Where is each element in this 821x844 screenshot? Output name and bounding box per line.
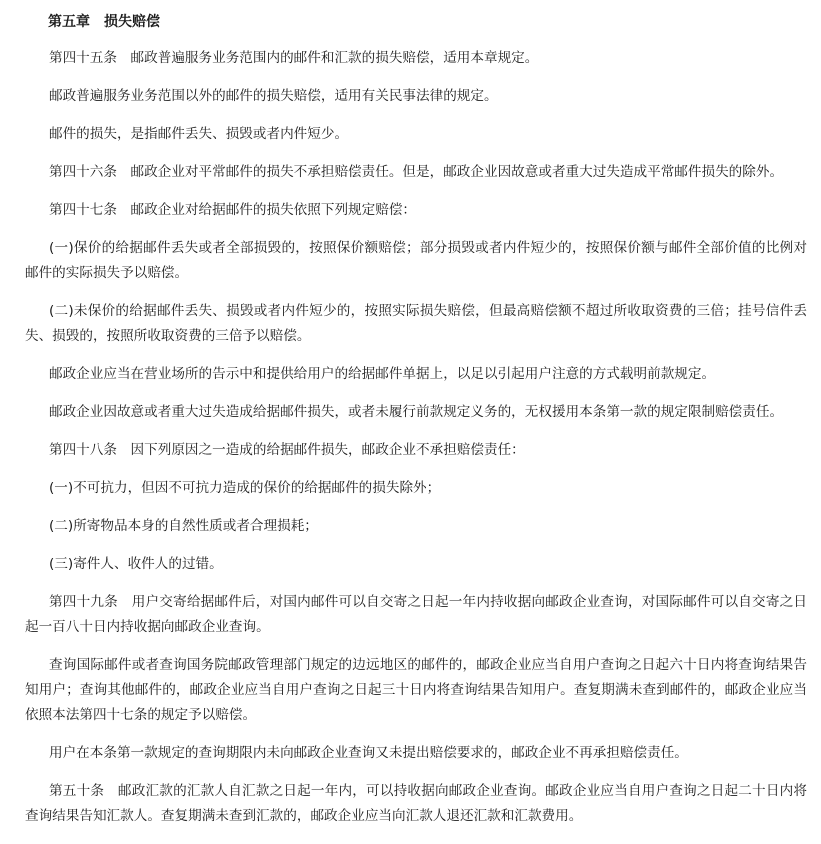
article-49-para-3: 用户在本条第一款规定的查询期限内未向邮政企业查询又未提出赔偿要求的，邮政企业不再承担赔偿责任。 <box>49 745 688 761</box>
article-49: 第四十九条 用户交寄给据邮件后，对国内邮件可以自交寄之日起一年内持收据向邮政企业查询，对国际邮件可以自交寄之日起一百八十日内持收据向邮政企业查询。 <box>25 594 807 635</box>
article-47-item-1: (一)保价的给据邮件丢失或者全部损毁的，按照保价额赔偿；部分损毁或者内件短少的，按照保价额与邮件全部价值的比例对邮件的实际损失予以赔偿。 <box>25 240 807 281</box>
article-45-para-3: 邮件的损失，是指邮件丢失、损毁或者内件短少。 <box>49 126 349 142</box>
article-46: 第四十六条 邮政企业对平常邮件的损失不承担赔偿责任。但是，邮政企业因故意或者重大过失造成平常邮件损失的除外。 <box>49 164 784 180</box>
article-47: 第四十七条 邮政企业对给据邮件的损失依照下列规定赔偿： <box>49 202 417 218</box>
article-47-para-2: 邮政企业应当在营业场所的告示中和提供给用户的给据邮件单据上，以足以引起用户注意的方式载明前款规定。 <box>49 366 716 382</box>
article-45: 第四十五条 邮政普遍服务业务范围内的邮件和汇款的损失赔偿，适用本章规定。 <box>49 50 539 66</box>
article-49-para-2: 查询国际邮件或者查询国务院邮政管理部门规定的边远地区的邮件的，邮政企业应当自用户查询之日起六十日内将查询结果告知用户；查询其他邮件的，邮政企业应当自用户查询之日起三十日内将查询结果告知用户。查复期满未查到邮件的，邮政企业应当依照本法第四十七条的规定予以赔偿。 <box>25 657 807 723</box>
chapter-title: 第五章 损失赔偿 <box>48 14 160 30</box>
article-47-para-3: 邮政企业因故意或者重大过失造成给据邮件损失，或者未履行前款规定义务的，无权援用本条第一款的规定限制赔偿责任。 <box>49 404 784 420</box>
article-47-item-2: (二)未保价的给据邮件丢失、损毁或者内件短少的，按照实际损失赔偿，但最高赔偿额不超过所收取资费的三倍；挂号信件丢失、损毁的，按照所收取资费的三倍予以赔偿。 <box>25 303 807 344</box>
article-48-item-2: (二)所寄物品本身的自然性质或者合理损耗； <box>49 518 318 534</box>
article-48: 第四十八条 因下列原因之一造成的给据邮件损失，邮政企业不承担赔偿责任： <box>49 442 525 458</box>
article-45-para-2: 邮政普遍服务业务范围以外的邮件的损失赔偿，适用有关民事法律的规定。 <box>49 88 498 104</box>
article-48-item-3: (三)寄件人、收件人的过错。 <box>49 556 223 572</box>
article-48-item-1: (一)不可抗力，但因不可抗力造成的保价的给据邮件的损失除外； <box>49 480 441 496</box>
article-50: 第五十条 邮政汇款的汇款人自汇款之日起一年内，可以持收据向邮政企业查询。邮政企业应当自用户查询之日起二十日内将查询结果告知汇款人。查复期满未查到汇款的，邮政企业应当向汇款人退还汇款和汇款费用。 <box>25 783 807 824</box>
